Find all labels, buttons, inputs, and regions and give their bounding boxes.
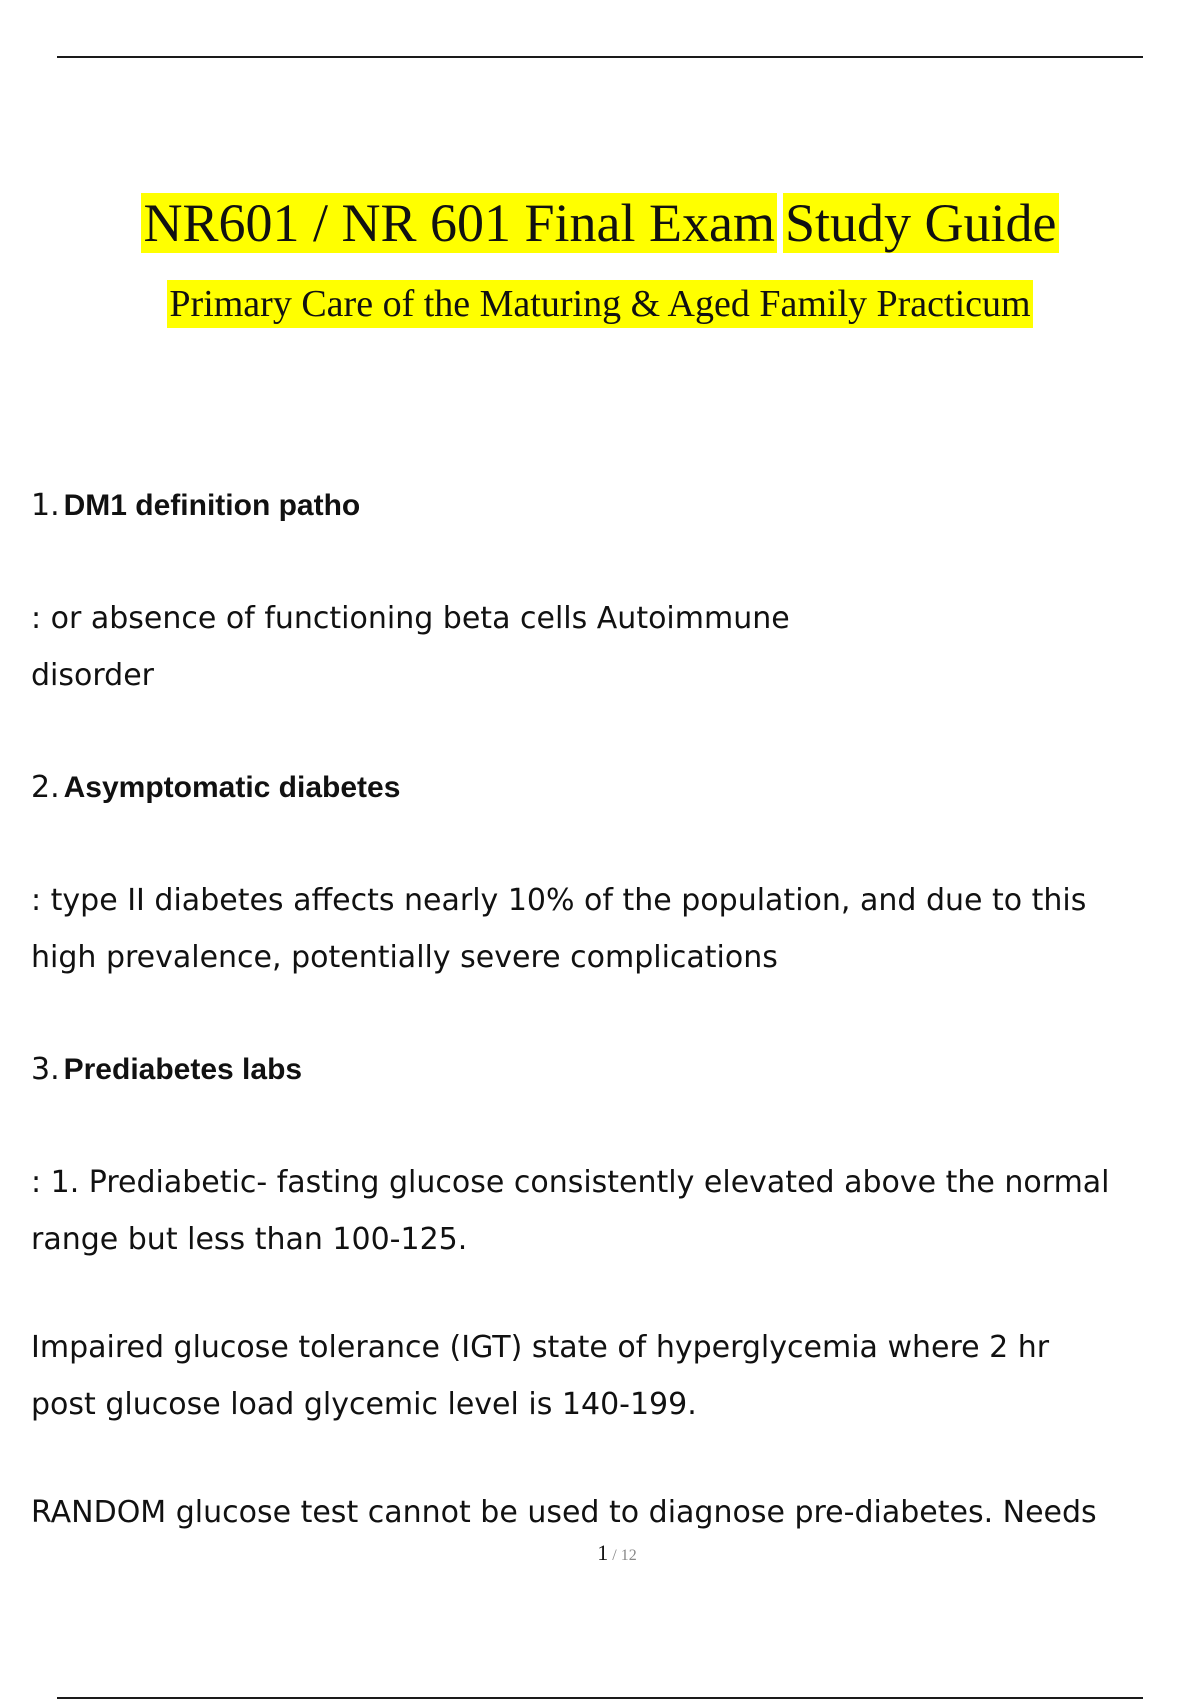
question-number: 2. xyxy=(31,770,60,805)
answer-paragraph xyxy=(31,1319,1181,1433)
answer-paragraph xyxy=(31,1484,1181,1541)
answer-paragraph xyxy=(31,872,1181,986)
title-part-2: Study Guide xyxy=(784,193,1057,253)
question-text: Prediabetes labs xyxy=(63,1053,303,1086)
answer-paragraph xyxy=(31,1154,1181,1268)
current-page: 1 xyxy=(597,1540,609,1565)
answer-line: disorder xyxy=(31,658,155,693)
question-text: Asymptomatic diabetes xyxy=(63,771,401,804)
question-heading xyxy=(31,478,1181,534)
answer-line: range but less than 100-125. xyxy=(31,1222,468,1257)
bottom-rule xyxy=(57,1697,1143,1699)
answer-line: : or absence of functioning beta cells Autoimmune xyxy=(31,601,790,636)
question-heading xyxy=(31,760,1181,816)
answer-line: post glucose load glycemic level is 140-199. xyxy=(31,1387,697,1422)
study-guide-content xyxy=(31,478,1181,1541)
document-subtitle: Primary Care of the Maturing & Aged Family Practicum xyxy=(167,280,1032,328)
answer-line: : type II diabetes affects nearly 10% of the population, and due to this xyxy=(31,883,1087,918)
answer-paragraph xyxy=(31,590,1181,704)
question-number: 3. xyxy=(31,1052,60,1087)
title-part-1: NR601 / NR 601 Final Exam xyxy=(143,193,775,253)
answer-line: Impaired glucose tolerance (IGT) state of hyperglycemia where 2 hr xyxy=(31,1330,1050,1365)
answer-line: : 1. Prediabetic- fasting glucose consistently elevated above the normal xyxy=(31,1165,1110,1200)
total-pages: 12 xyxy=(620,1547,637,1564)
title-block xyxy=(0,190,1200,328)
document-title xyxy=(141,190,1058,256)
question-heading xyxy=(31,1042,1181,1098)
answer-line: high prevalence, potentially severe complications xyxy=(31,940,778,975)
answer-line: RANDOM glucose test cannot be used to diagnose pre-diabetes. Needs xyxy=(31,1495,1097,1530)
page-separator: / xyxy=(612,1547,617,1564)
page-indicator xyxy=(0,1540,1200,1566)
top-rule xyxy=(57,56,1143,58)
question-number: 1. xyxy=(31,488,60,523)
question-text: DM1 definition patho xyxy=(63,489,361,522)
